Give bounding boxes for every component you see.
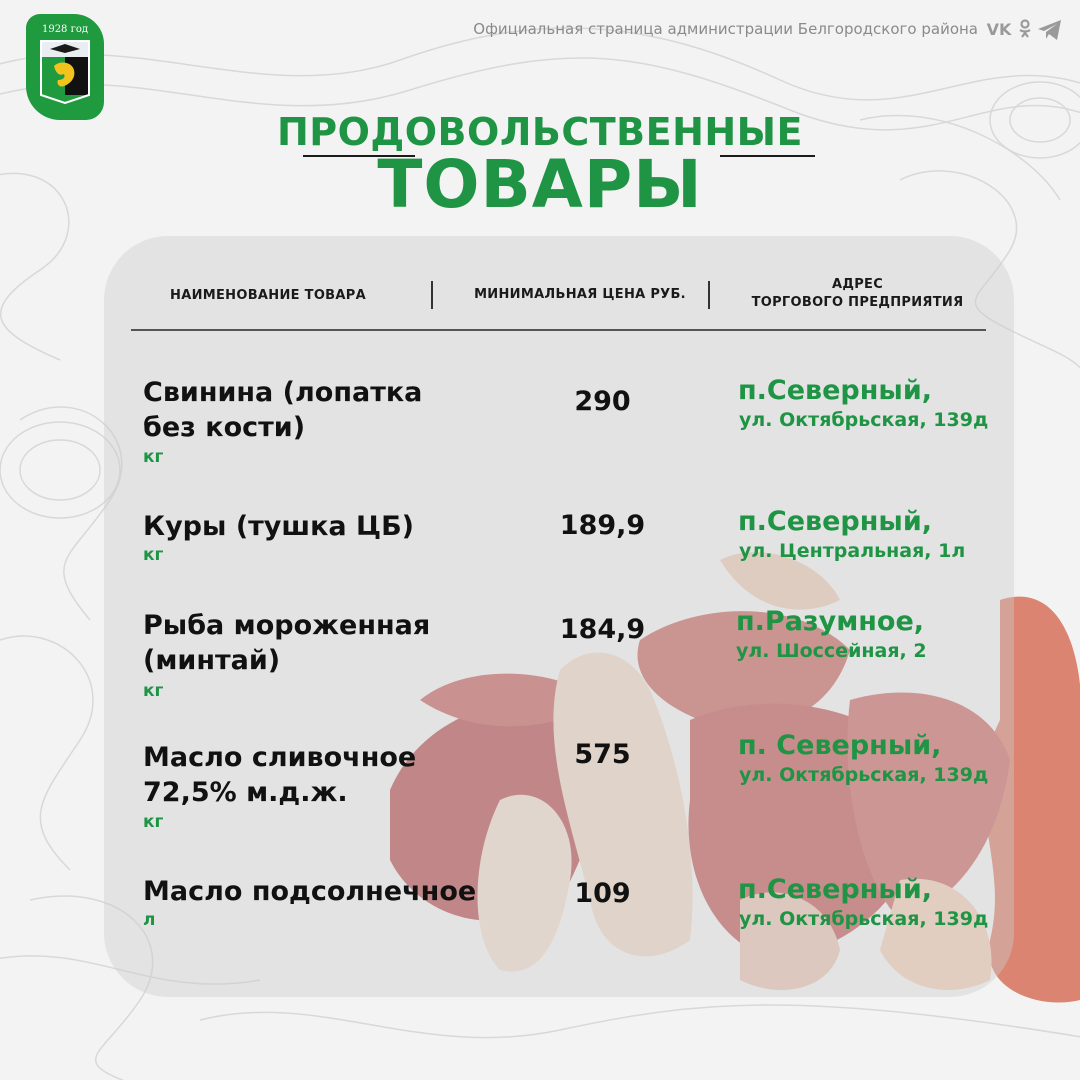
ok-icon[interactable] [1016, 18, 1034, 40]
address-town: п.Северный, [738, 874, 933, 905]
product-unit: кг [143, 447, 164, 467]
column-divider [431, 281, 433, 309]
product-price: 189,9 [559, 510, 646, 541]
product-unit: кг [143, 681, 164, 701]
product-unit: кг [143, 545, 164, 565]
product-unit: кг [143, 812, 164, 832]
address-street: ул. Шоссейная, 2 [736, 640, 927, 662]
column-header-product: НАИМЕНОВАНИЕ ТОВАРА [170, 288, 366, 303]
product-name: Масло сливочное 72,5% м.д.ж. [143, 742, 417, 808]
column-header-address [730, 276, 985, 312]
column-divider [708, 281, 710, 309]
site-caption: Официальная страница администрации Белгородского района [473, 20, 978, 38]
address-town: п. Северный, [738, 730, 942, 761]
product-unit: л [143, 910, 156, 930]
product-price: 575 [574, 739, 631, 770]
address-street: ул. Октябрьская, 139д [739, 764, 989, 786]
vk-icon[interactable]: VK [986, 19, 1012, 39]
telegram-icon[interactable] [1036, 18, 1064, 42]
district-logo [26, 14, 104, 120]
product-price: 184,9 [559, 614, 646, 645]
product-price: 109 [574, 878, 631, 909]
column-header-min-price: МИНИМАЛЬНАЯ ЦЕНА РУБ. [474, 287, 686, 302]
header-divider [131, 329, 986, 331]
page-title-line1: ПРОДОВОЛЬСТВЕННЫЕ [276, 110, 804, 154]
product-name: Свинина (лопатка без кости) [143, 377, 423, 443]
address-town: п.Северный, [738, 375, 933, 406]
product-name: Куры (тушка ЦБ) [143, 511, 414, 542]
page-title-line2: ТОВАРЫ [377, 146, 703, 223]
column-header-address-line1: АДРЕС ТОРГОВОГО ПРЕДПРИЯТИЯ [751, 277, 964, 310]
logo-year: 1928 год [41, 24, 89, 35]
address-street: ул. Центральная, 1л [739, 540, 966, 562]
product-name: Масло подсолнечное [143, 876, 477, 907]
address-street: ул. Октябрьская, 139д [739, 908, 989, 930]
address-street: ул. Октябрьская, 139д [739, 409, 989, 431]
coat-of-arms-icon [40, 40, 90, 104]
product-price: 290 [574, 386, 631, 417]
address-town: п.Северный, [738, 506, 933, 537]
address-town: п.Разумное, [736, 606, 925, 637]
product-name: Рыба мороженная (минтай) [143, 610, 431, 676]
